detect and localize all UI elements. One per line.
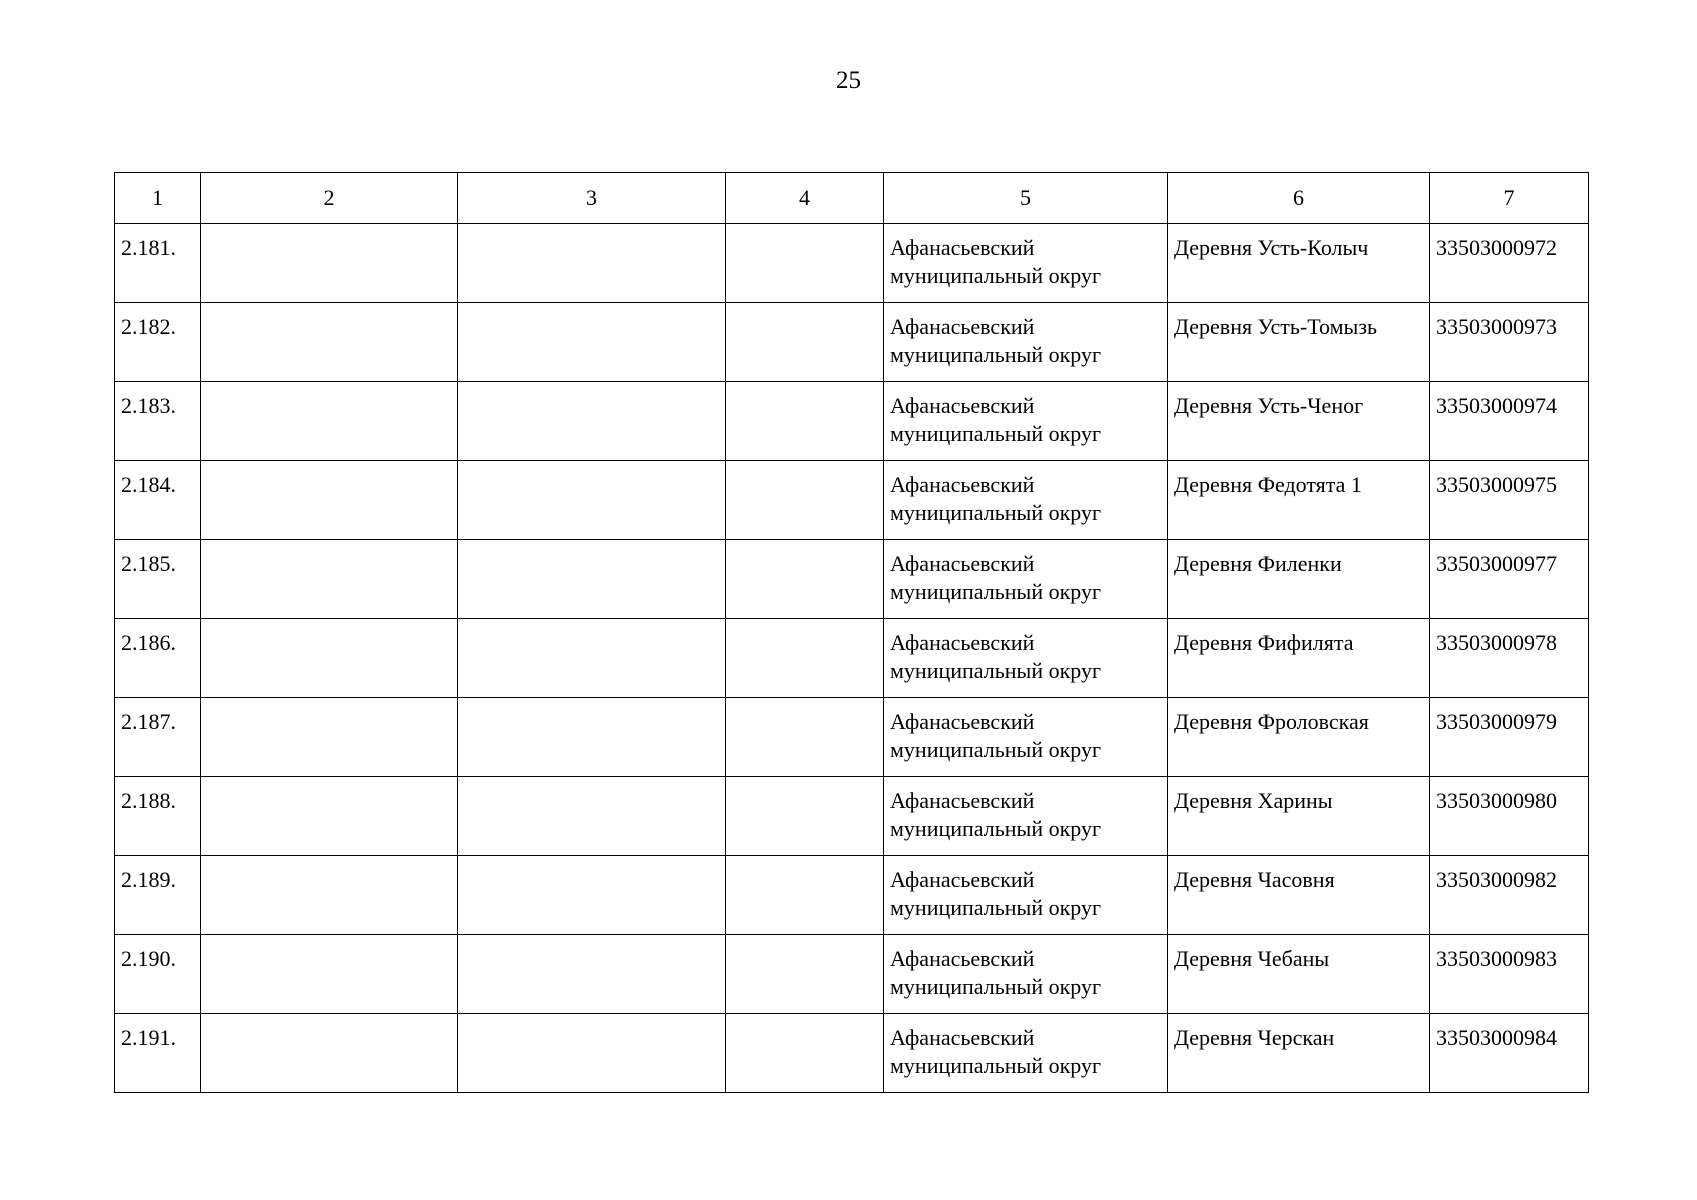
oktmo-code: 33503000973 (1436, 314, 1557, 339)
row-number: 2.189. (121, 867, 176, 892)
code-cell (1430, 935, 1589, 1014)
row-number-cell (115, 777, 201, 856)
column-4-cell (726, 1014, 884, 1093)
district-cell (884, 856, 1168, 935)
district-cell (884, 382, 1168, 461)
row-number-cell (115, 698, 201, 777)
settlement-cell (1168, 856, 1430, 935)
settlements-table (114, 172, 1589, 1093)
district-name-line2: муниципальный округ (890, 342, 1102, 367)
table-row (115, 382, 1589, 461)
row-number: 2.184. (121, 472, 176, 497)
district-cell (884, 619, 1168, 698)
table-row (115, 540, 1589, 619)
column-header-2: 2 (201, 173, 458, 224)
column-header-1: 1 (115, 173, 201, 224)
row-number: 2.182. (121, 314, 176, 339)
column-2-cell (201, 303, 458, 382)
row-number: 2.185. (121, 551, 176, 576)
district-name-line1: Афанасьевский (890, 393, 1035, 418)
settlement-name: Деревня Черскан (1174, 1025, 1335, 1050)
row-number: 2.187. (121, 709, 176, 734)
table-row (115, 698, 1589, 777)
row-number-cell (115, 540, 201, 619)
column-3-cell (458, 856, 726, 935)
settlement-cell (1168, 619, 1430, 698)
district-cell (884, 698, 1168, 777)
district-cell (884, 224, 1168, 303)
oktmo-code: 33503000980 (1436, 788, 1557, 813)
column-3-cell (458, 777, 726, 856)
column-2-cell (201, 1014, 458, 1093)
table-row (115, 777, 1589, 856)
column-2-cell (201, 382, 458, 461)
settlement-name: Деревня Фроловская (1174, 709, 1369, 734)
column-3-cell (458, 619, 726, 698)
column-3-cell (458, 303, 726, 382)
page-number: 25 (836, 67, 861, 94)
code-cell (1430, 698, 1589, 777)
row-number: 2.188. (121, 788, 176, 813)
code-cell (1430, 303, 1589, 382)
column-4-cell (726, 619, 884, 698)
district-name-line2: муниципальный округ (890, 974, 1102, 999)
district-cell (884, 461, 1168, 540)
table-row (115, 224, 1589, 303)
column-3-cell (458, 698, 726, 777)
oktmo-code: 33503000978 (1436, 630, 1557, 655)
district-name-line2: муниципальный округ (890, 816, 1102, 841)
row-number-cell (115, 303, 201, 382)
column-4-cell (726, 382, 884, 461)
column-3-cell (458, 224, 726, 303)
column-header-6: 6 (1168, 173, 1430, 224)
row-number-cell (115, 856, 201, 935)
table-header-row (115, 173, 1589, 224)
settlement-name: Деревня Харины (1174, 788, 1333, 813)
row-number-cell (115, 1014, 201, 1093)
district-name-line2: муниципальный округ (890, 737, 1102, 762)
row-number: 2.190. (121, 946, 176, 971)
column-2-cell (201, 935, 458, 1014)
table-row (115, 1014, 1589, 1093)
row-number-cell (115, 935, 201, 1014)
column-2-cell (201, 461, 458, 540)
row-number-cell (115, 461, 201, 540)
settlement-name: Деревня Усть-Колыч (1174, 235, 1369, 260)
column-4-cell (726, 303, 884, 382)
settlement-name: Деревня Часовня (1174, 867, 1335, 892)
code-cell (1430, 382, 1589, 461)
settlement-name: Деревня Усть-Ченог (1174, 393, 1364, 418)
district-name-line1: Афанасьевский (890, 314, 1035, 339)
district-name-line2: муниципальный округ (890, 1053, 1102, 1078)
row-number: 2.181. (121, 235, 176, 260)
oktmo-code: 33503000983 (1436, 946, 1557, 971)
table-row (115, 619, 1589, 698)
district-name-line2: муниципальный округ (890, 421, 1102, 446)
column-2-cell (201, 856, 458, 935)
district-name-line2: муниципальный округ (890, 895, 1102, 920)
oktmo-code: 33503000982 (1436, 867, 1557, 892)
settlement-name: Деревня Чебаны (1174, 946, 1330, 971)
district-cell (884, 540, 1168, 619)
district-name-line1: Афанасьевский (890, 946, 1035, 971)
column-2-cell (201, 224, 458, 303)
settlement-cell (1168, 935, 1430, 1014)
district-name-line1: Афанасьевский (890, 1025, 1035, 1050)
district-name-line2: муниципальный округ (890, 263, 1102, 288)
oktmo-code: 33503000977 (1436, 551, 1557, 576)
table-row (115, 935, 1589, 1014)
district-name-line1: Афанасьевский (890, 235, 1035, 260)
code-cell (1430, 461, 1589, 540)
district-cell (884, 777, 1168, 856)
settlement-cell (1168, 224, 1430, 303)
row-number-cell (115, 619, 201, 698)
district-name-line1: Афанасьевский (890, 867, 1035, 892)
column-2-cell (201, 619, 458, 698)
oktmo-code: 33503000984 (1436, 1025, 1557, 1050)
settlement-cell (1168, 382, 1430, 461)
oktmo-code: 33503000979 (1436, 709, 1557, 734)
column-4-cell (726, 777, 884, 856)
oktmo-code: 33503000974 (1436, 393, 1557, 418)
district-cell (884, 303, 1168, 382)
settlement-cell (1168, 698, 1430, 777)
oktmo-code: 33503000972 (1436, 235, 1557, 260)
settlement-name: Деревня Фифилята (1174, 630, 1354, 655)
column-4-cell (726, 856, 884, 935)
row-number: 2.186. (121, 630, 176, 655)
oktmo-code: 33503000975 (1436, 472, 1557, 497)
district-name-line1: Афанасьевский (890, 709, 1035, 734)
table-row (115, 856, 1589, 935)
column-3-cell (458, 540, 726, 619)
column-header-4: 4 (726, 173, 884, 224)
column-3-cell (458, 1014, 726, 1093)
column-4-cell (726, 935, 884, 1014)
table-row (115, 303, 1589, 382)
row-number: 2.191. (121, 1025, 176, 1050)
code-cell (1430, 224, 1589, 303)
code-cell (1430, 856, 1589, 935)
column-header-3: 3 (458, 173, 726, 224)
column-2-cell (201, 777, 458, 856)
column-header-5: 5 (884, 173, 1168, 224)
settlement-cell (1168, 540, 1430, 619)
settlement-name: Деревня Филенки (1174, 551, 1342, 576)
district-name-line1: Афанасьевский (890, 630, 1035, 655)
row-number-cell (115, 382, 201, 461)
settlement-cell (1168, 461, 1430, 540)
code-cell (1430, 619, 1589, 698)
district-cell (884, 1014, 1168, 1093)
code-cell (1430, 540, 1589, 619)
column-2-cell (201, 698, 458, 777)
table-body (115, 224, 1589, 1093)
district-name-line1: Афанасьевский (890, 788, 1035, 813)
settlement-cell (1168, 303, 1430, 382)
settlement-cell (1168, 777, 1430, 856)
column-4-cell (726, 540, 884, 619)
settlement-name: Деревня Усть-Томызь (1174, 314, 1378, 339)
table-row (115, 461, 1589, 540)
column-4-cell (726, 224, 884, 303)
column-header-7: 7 (1430, 173, 1589, 224)
code-cell (1430, 1014, 1589, 1093)
code-cell (1430, 777, 1589, 856)
column-2-cell (201, 540, 458, 619)
column-3-cell (458, 461, 726, 540)
column-4-cell (726, 461, 884, 540)
district-name-line2: муниципальный округ (890, 658, 1102, 683)
column-3-cell (458, 935, 726, 1014)
column-4-cell (726, 698, 884, 777)
row-number: 2.183. (121, 393, 176, 418)
settlement-cell (1168, 1014, 1430, 1093)
settlement-name: Деревня Федотята 1 (1174, 472, 1362, 497)
column-3-cell (458, 382, 726, 461)
district-cell (884, 935, 1168, 1014)
district-name-line1: Афанасьевский (890, 472, 1035, 497)
district-name-line2: муниципальный округ (890, 500, 1102, 525)
row-number-cell (115, 224, 201, 303)
district-name-line1: Афанасьевский (890, 551, 1035, 576)
district-name-line2: муниципальный округ (890, 579, 1102, 604)
